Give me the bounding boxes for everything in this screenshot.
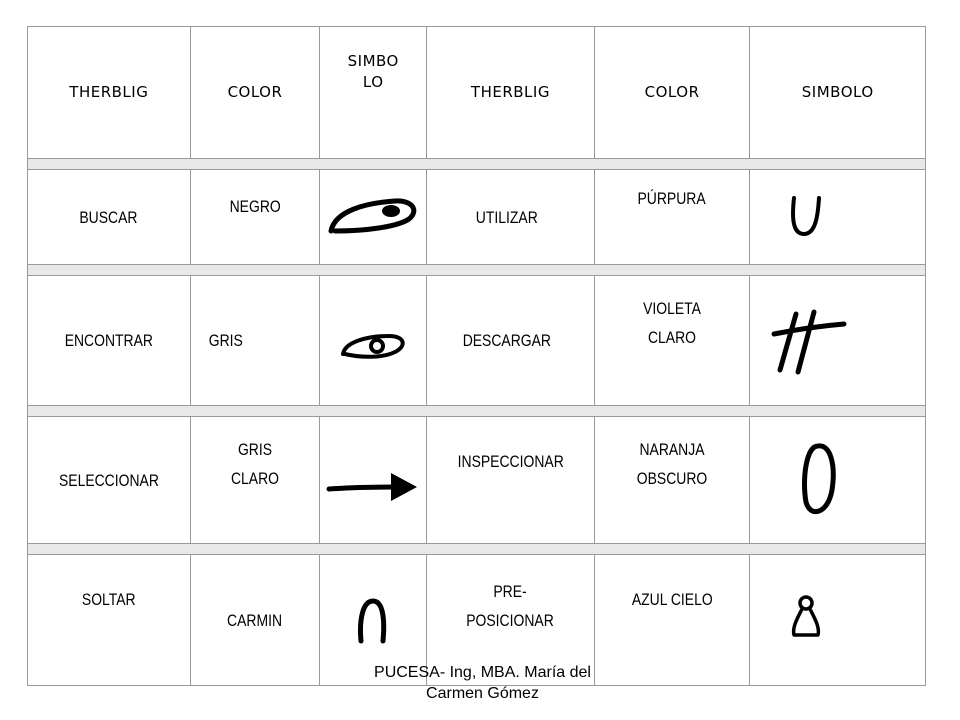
header-label: SIMBO LO bbox=[347, 52, 399, 91]
therblig-name: INSPECCIONAR bbox=[457, 452, 564, 471]
color-cell bbox=[595, 417, 751, 543]
header-label: THERBLIG bbox=[69, 83, 149, 101]
symbol-cell bbox=[320, 417, 427, 543]
color-name: CARMIN bbox=[227, 610, 283, 630]
color-name: AZUL CIELO bbox=[631, 590, 713, 609]
therblig-name: SOLTAR bbox=[81, 590, 136, 609]
header-therblig-1 bbox=[28, 27, 191, 158]
encontrar-eye-symbol bbox=[337, 326, 409, 362]
therblig-cell bbox=[28, 417, 191, 543]
header-color-2 bbox=[595, 27, 751, 158]
therblig-name: PRE-POSICIONAR bbox=[466, 582, 555, 630]
color-cell bbox=[191, 170, 321, 264]
utilizar-u-symbol bbox=[788, 192, 828, 242]
color-name: GRIS CLARO bbox=[230, 440, 279, 488]
symbol-cell bbox=[750, 417, 925, 543]
header-label: SIMBOLO bbox=[801, 83, 874, 101]
inspeccionar-zero-symbol bbox=[798, 440, 842, 520]
therblig-cell bbox=[427, 276, 595, 405]
header-label: THERBLIG bbox=[470, 83, 550, 101]
preposicionar-pin-symbol bbox=[786, 593, 826, 639]
color-name: NARANJA OBSCURO bbox=[636, 440, 708, 488]
footer-credit: PUCESA- Ing, MBA. María del Carmen Gómez bbox=[374, 664, 591, 702]
symbol-cell bbox=[320, 170, 427, 264]
therblig-name: BUSCAR bbox=[79, 207, 138, 227]
color-name: GRIS bbox=[208, 331, 243, 350]
row-separator bbox=[27, 159, 926, 169]
header-label: COLOR bbox=[227, 83, 283, 101]
header-label: COLOR bbox=[644, 83, 700, 101]
therblig-name: UTILIZAR bbox=[475, 207, 538, 227]
symbol-cell bbox=[750, 276, 925, 405]
color-cell bbox=[595, 170, 751, 264]
therblig-name: SELECCIONAR bbox=[58, 470, 159, 490]
therblig-table bbox=[27, 26, 926, 686]
therblig-cell bbox=[28, 170, 191, 264]
header-color-1 bbox=[191, 27, 321, 158]
symbol-cell bbox=[320, 276, 427, 405]
row-separator bbox=[27, 406, 926, 416]
table-row bbox=[27, 416, 926, 544]
table-header-row bbox=[27, 26, 926, 159]
row-separator bbox=[27, 265, 926, 275]
soltar-arch-symbol bbox=[353, 595, 393, 645]
color-cell bbox=[191, 276, 321, 405]
table-row bbox=[27, 169, 926, 265]
seleccionar-arrow-symbol bbox=[325, 467, 421, 507]
color-name: NEGRO bbox=[229, 197, 281, 216]
table-row bbox=[27, 275, 926, 406]
color-name: VIOLETA CLARO bbox=[643, 299, 701, 347]
therblig-cell bbox=[427, 417, 595, 543]
therblig-cell bbox=[28, 555, 191, 685]
therblig-cell bbox=[28, 276, 191, 405]
symbol-cell bbox=[750, 555, 925, 685]
color-cell bbox=[191, 417, 321, 543]
therblig-name: DESCARGAR bbox=[462, 331, 552, 350]
row-separator bbox=[27, 544, 926, 554]
descargar-hash-symbol bbox=[770, 306, 850, 376]
header-therblig-2 bbox=[427, 27, 595, 158]
symbol-cell bbox=[750, 170, 925, 264]
therblig-name: ENCONTRAR bbox=[64, 331, 153, 350]
header-simbolo-1 bbox=[320, 27, 427, 158]
header-simbolo-2 bbox=[750, 27, 925, 158]
color-cell bbox=[191, 555, 321, 685]
buscar-eye-symbol bbox=[325, 187, 421, 247]
color-cell bbox=[595, 276, 751, 405]
therblig-cell bbox=[427, 170, 595, 264]
color-name: PÚRPURA bbox=[637, 189, 707, 208]
color-cell bbox=[595, 555, 751, 685]
